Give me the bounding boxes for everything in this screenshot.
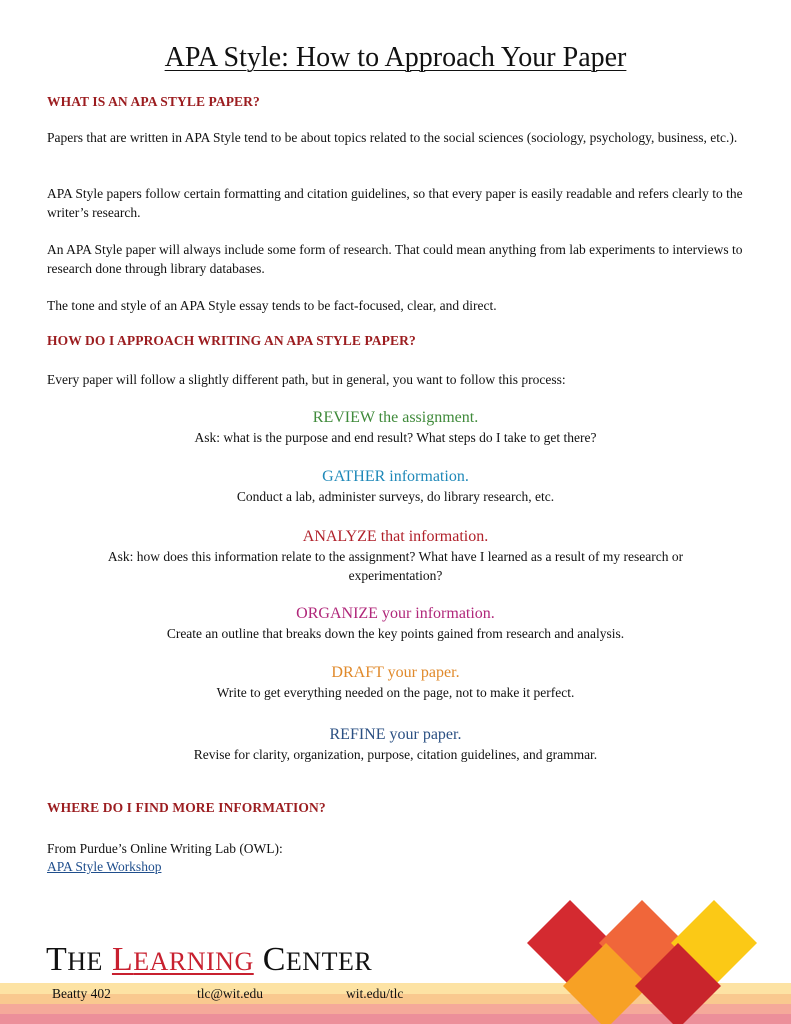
logo-text: T — [46, 941, 68, 978]
step-description: Conduct a lab, administer surveys, do library research, etc. — [236, 489, 555, 504]
diamond-logo-graphic — [520, 895, 791, 1024]
footer-website[interactable]: wit.edu/tlc — [346, 986, 404, 1001]
step-title: REFINE your paper. — [329, 726, 462, 743]
step-organize — [40, 604, 751, 643]
step-title: GATHER information. — [322, 468, 469, 485]
apa-style-workshop-link[interactable]: APA Style Workshop — [47, 859, 162, 874]
learning-center-logo — [46, 941, 372, 981]
paragraph-tone: The tone and style of an APA Style essay tends to be fact-focused, clear, and direct. — [47, 298, 497, 313]
footer-email[interactable]: tlc@wit.edu — [197, 986, 264, 1001]
step-description: Write to get everything needed on the page, not to make it perfect. — [216, 685, 575, 700]
paragraph-process-intro: Every paper will follow a slightly different path, but in general, you want to follow this process: — [47, 372, 566, 387]
section-heading-what-is: WHAT IS AN APA STYLE PAPER? — [47, 94, 260, 109]
page-title: APA Style: How to Approach Your Paper — [164, 42, 627, 73]
step-description: Revise for clarity, organization, purpose, citation guidelines, and grammar. — [193, 747, 598, 762]
paragraph-research: An APA Style paper will always include some form of research. That could mean anything from lab experiments to interviews to research done through library databases. — [47, 242, 743, 276]
section-heading-approach: HOW DO I APPROACH WRITING AN APA STYLE PAPER? — [47, 333, 416, 348]
step-refine — [40, 725, 751, 764]
section-heading-more-info: WHERE DO I FIND MORE INFORMATION? — [47, 800, 326, 815]
step-review — [40, 408, 751, 447]
step-description: Create an outline that breaks down the key points gained from research and analysis. — [166, 626, 625, 641]
owl-source-label: From Purdue’s Online Writing Lab (OWL): — [47, 841, 283, 856]
footer-location: Beatty 402 — [52, 986, 111, 1001]
logo-text: HE — [67, 947, 103, 976]
paragraph-topics: Papers that are written in APA Style tend to be about topics related to the social sciences (sociology, psychology, business, etc.). — [47, 130, 738, 145]
step-analyze — [40, 527, 751, 585]
logo-text: EARNING — [133, 947, 254, 976]
paragraph-guidelines: APA Style papers follow certain formatting and citation guidelines, so that every paper is easily readable and refers clearly to the writer’s research. — [47, 186, 743, 220]
step-draft — [40, 663, 751, 702]
step-title: REVIEW the assignment. — [312, 409, 479, 426]
step-title: DRAFT your paper. — [331, 664, 460, 681]
logo-text: C — [262, 941, 286, 978]
step-description: Ask: how does this information relate to the assignment? What have I learned as a result of my research or experimentation? — [107, 549, 684, 583]
step-title: ANALYZE that information. — [302, 528, 489, 545]
step-gather — [40, 467, 751, 506]
logo-text: ENTER — [285, 947, 373, 976]
step-description: Ask: what is the purpose and end result? What steps do I take to get there? — [194, 430, 597, 445]
step-title: ORGANIZE your information. — [296, 605, 495, 622]
logo-text: L — [111, 941, 134, 978]
